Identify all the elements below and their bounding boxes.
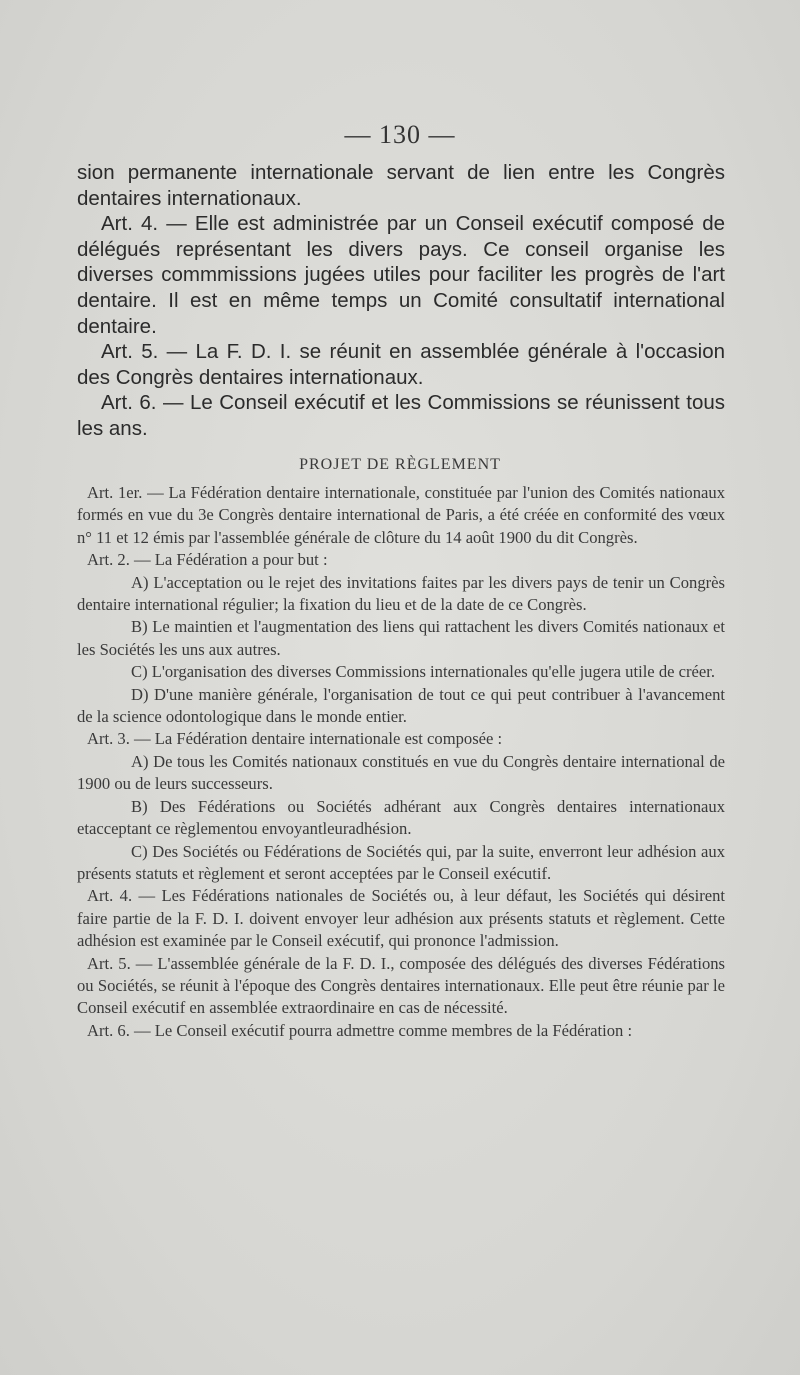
paragraph: C) L'organisation des diverses Commissions internationales qu'elle jugera utile de créer. bbox=[131, 662, 716, 682]
paragraph: Art. 1er. — La Fédération dentaire internationale, constituée par l'union des Comités nationaux formés en vue du 3e Congrès dentaire international de Paris, a été créée en conformité des vœux n° 11 et 12 émis par l'assemblée générale de clôture du 14 août 1900 du dit Congrès. bbox=[77, 483, 725, 547]
paragraph: B) Le maintien et l'augmentation des liens qui rattachent les divers Comités nationaux et les Sociétés les uns aux autres. bbox=[77, 617, 725, 659]
paragraph: A) L'acceptation ou le rejet des invitations faites par les divers pays de tenir un Congrès dentaire international régulier; la fixation du lieu et de la date de ce Congrès. bbox=[77, 572, 725, 615]
paragraph: Art. 5. — L'assemblée générale de la F. D. I., composée des délégués des diverses Fédérations ou Sociétés, se réunit à l'époque des Congrès dentaires internationaux. Elle peut être réunie par le Conseil exécutif en assemblée extraordinaire en cas de nécessité. bbox=[77, 953, 725, 1018]
paragraph: A) De tous les Comités nationaux constitués en vue du Congrès dentaire international de 1900 ou de leurs successeurs. bbox=[77, 751, 725, 794]
paragraph: Art. 2. — La Fédération a pour but : bbox=[87, 550, 328, 570]
statutes-continuation bbox=[77, 160, 725, 442]
page-number: — 130 — bbox=[344, 120, 456, 149]
paragraph: D) D'une manière générale, l'organisation de tout ce qui peut contribuer à l'avancement de la science odontologique dans le monde entier. bbox=[77, 684, 725, 727]
paragraph: Art. 3. — La Fédération dentaire internationale est composée : bbox=[87, 729, 503, 749]
paragraph: Art. 6. — Le Conseil exécutif et les Commissions se réunissent tous les ans. bbox=[77, 391, 725, 440]
paragraph: Art. 6. — Le Conseil exécutif pourra admettre comme membres de la Fédération : bbox=[87, 1020, 633, 1040]
regulation-body bbox=[77, 482, 725, 1042]
section-heading: PROJET DE RÈGLEMENT bbox=[299, 456, 501, 473]
paragraph: C) Des Sociétés ou Fédérations de Sociétés qui, par la suite, enverront leur adhésion aux présents statuts et règlement et seront acceptées par le Conseil exécutif. bbox=[77, 841, 725, 883]
paragraph: Art. 4. — Les Fédérations nationales de Sociétés ou, à leur défaut, les Sociétés qui désirent faire partie de la F. D. I. doivent envoyer leur adhésion aux présents statuts et règlement. Cette adhésion est examinée par le Conseil exécutif, qui prononce l'admission. bbox=[77, 886, 725, 951]
paragraph: B) Des Fédérations ou Sociétés adhérant aux Congrès dentaires internationaux etacceptant ce règlementou envoyantleuradhésion. bbox=[77, 796, 725, 839]
paragraph: sion permanente internationale servant de lien entre les Congrès dentaires internationaux. bbox=[77, 161, 725, 210]
paragraph: Art. 5. — La F. D. I. se réunit en assemblée générale à l'occasion des Congrès dentaires internationaux. bbox=[77, 340, 725, 389]
paragraph: Art. 4. — Elle est administrée par un Conseil exécutif composé de délégués représentant les divers pays. Ce conseil organise les diverses commmissions jugées utiles pour faciliter les progrès de l'art dentaire. Il est en même temps un Comité consultatif international dentaire. bbox=[77, 212, 725, 338]
